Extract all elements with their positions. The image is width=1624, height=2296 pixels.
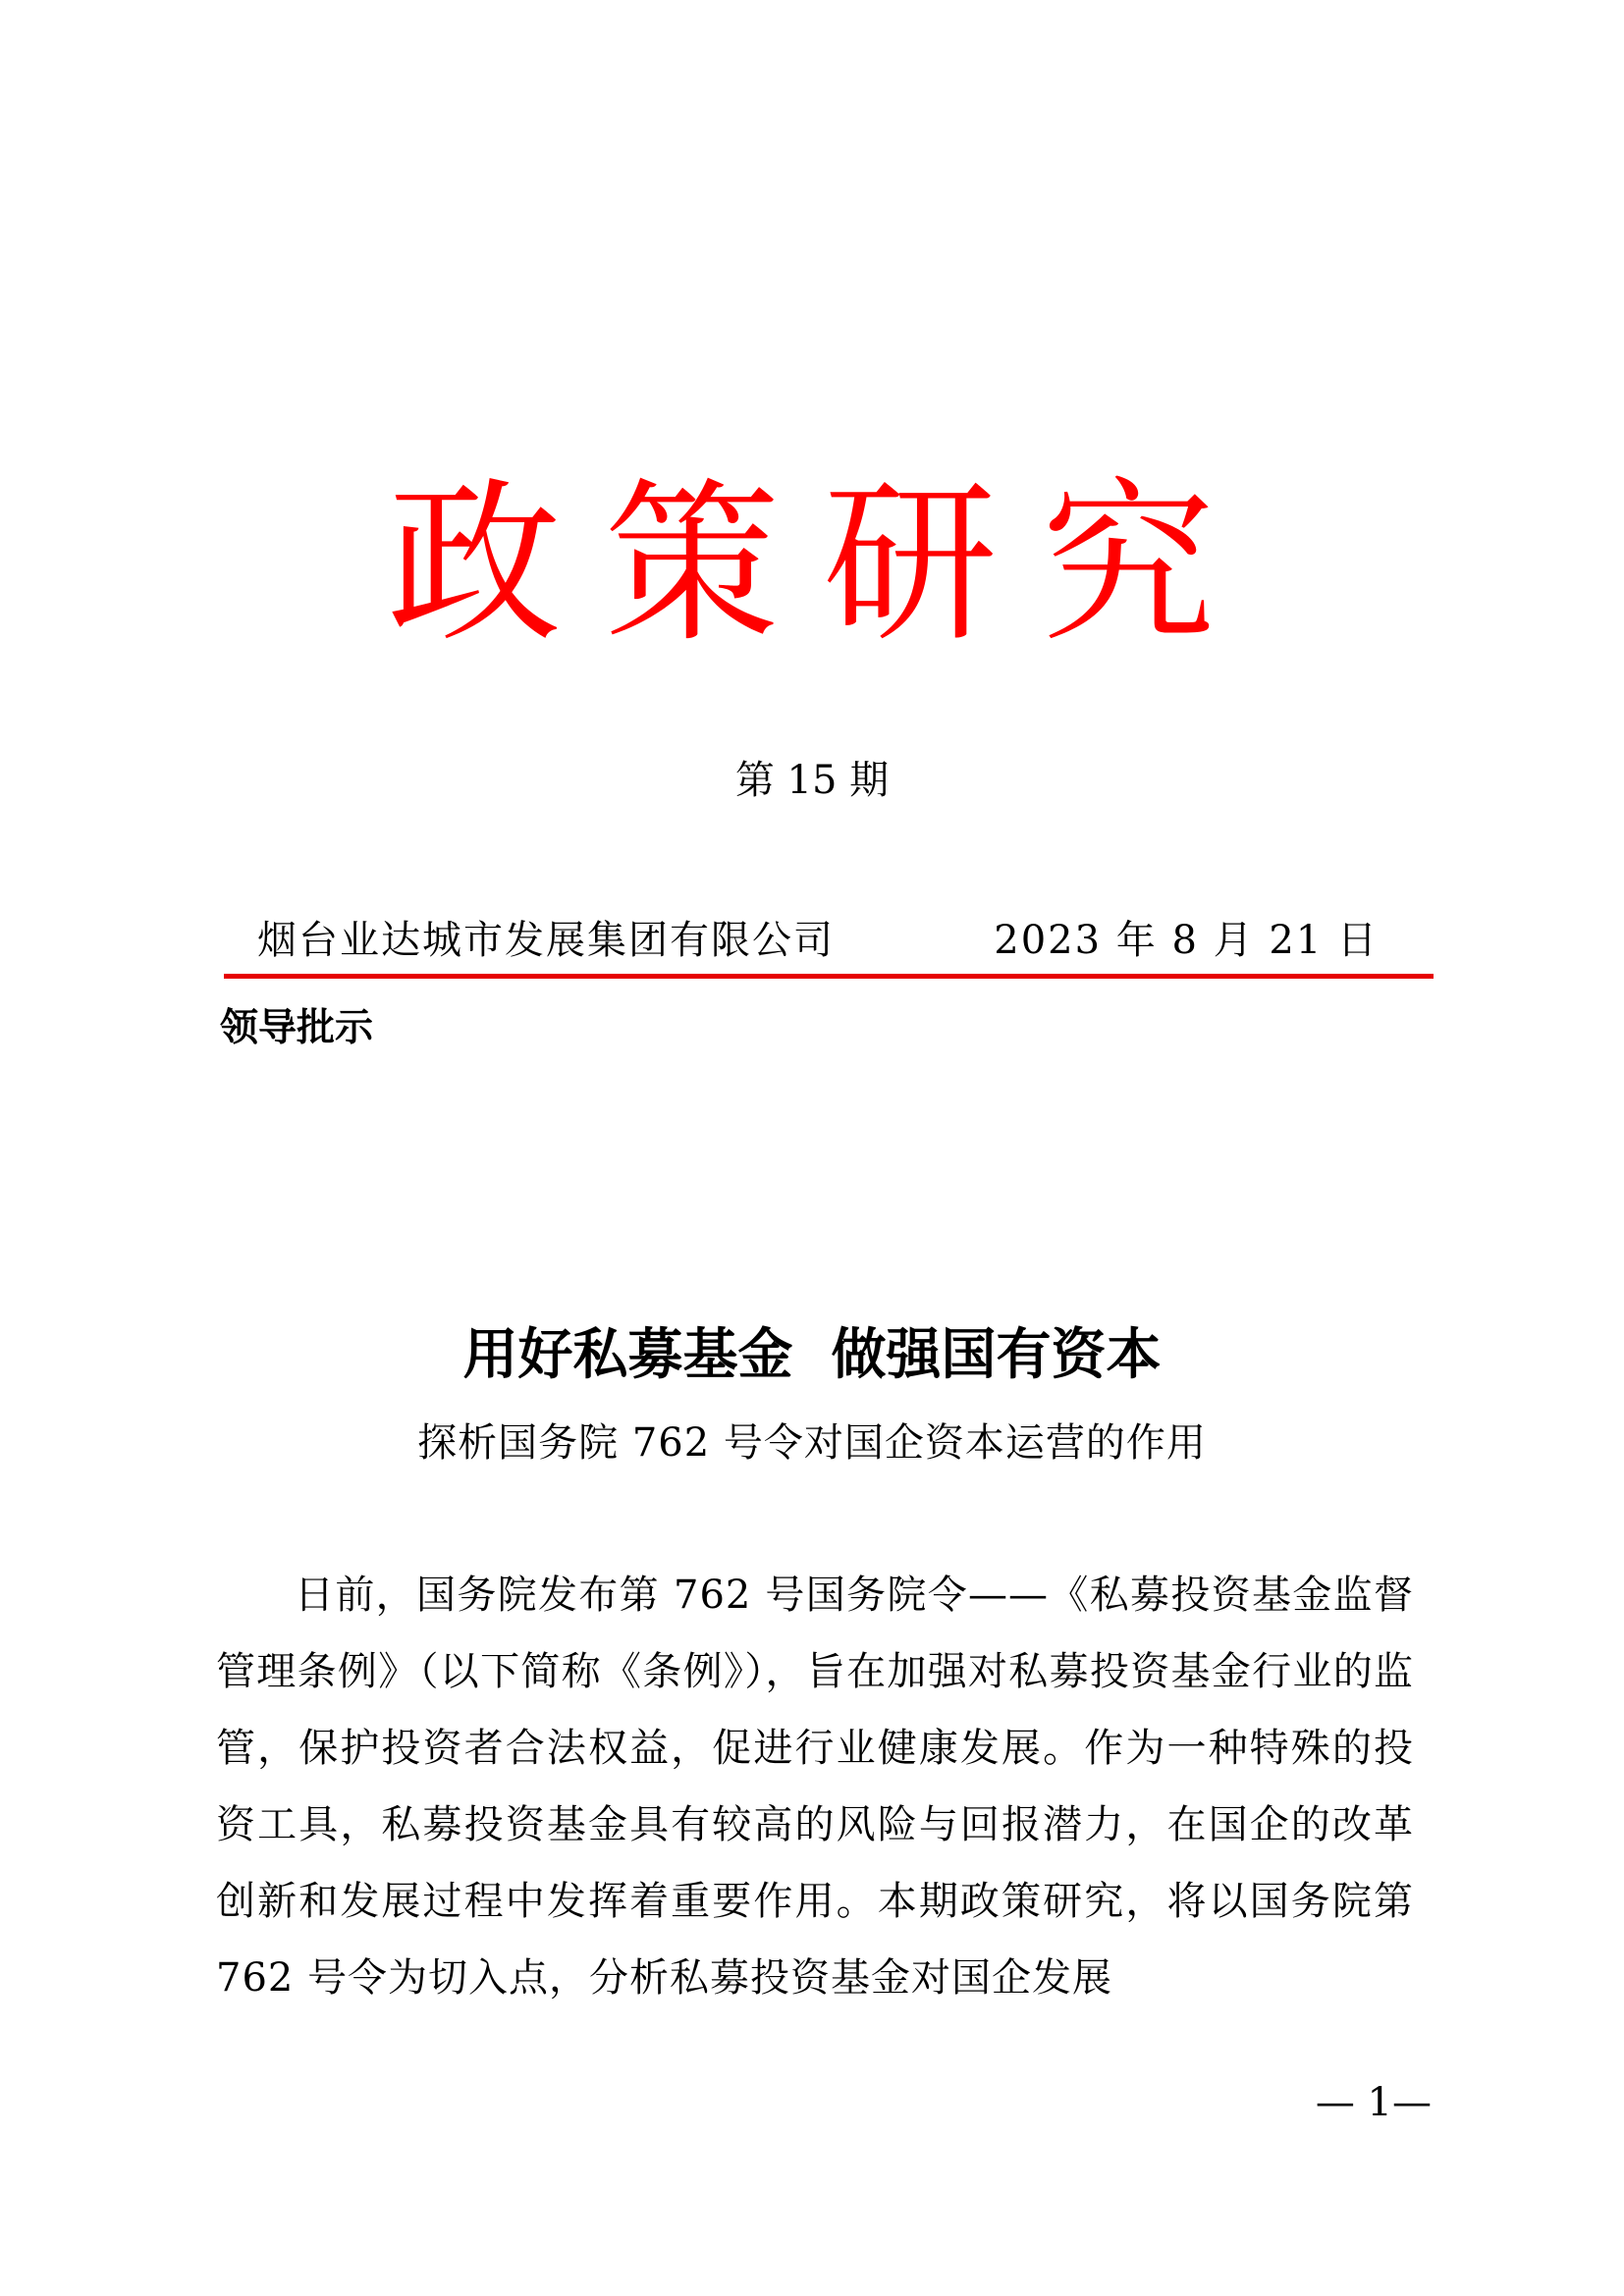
section-label: 领导批示: [220, 1006, 374, 1050]
article-subtitle: 探析国务院 762 号令对国企资本运营的作用: [417, 1420, 1207, 1466]
masthead-title: 政策研究: [387, 462, 1259, 666]
issue-number: 第 15 期: [734, 758, 890, 803]
body-paragraph: 日前，国务院发布第 762 号国务院令——《私募投资基金监督管理条例》（以下简称《条例》），旨在加强对私募投资基金行业的监管，保护投资者合法权益，促进行业健康发展。作为一种特殊的投资工具，私募投资基金具有较高的风险与回报潜力，在国企的改革创新和发展过程中发挥着重要作用。本期政策研究，将以国务院第 762 号令为切入点，分析私募投资基金对国企发展: [216, 1573, 1414, 2001]
publisher-name: 烟台业达城市发展集团有限公司: [257, 918, 835, 963]
red-divider-line: [224, 974, 1434, 979]
masthead-meta-row: [257, 911, 1379, 970]
publish-date: 2023 年 8 月 21 日: [994, 918, 1379, 963]
page-number: — 1—: [1315, 2080, 1432, 2125]
article-title: 用好私募基金 做强国有资本: [462, 1322, 1162, 1387]
